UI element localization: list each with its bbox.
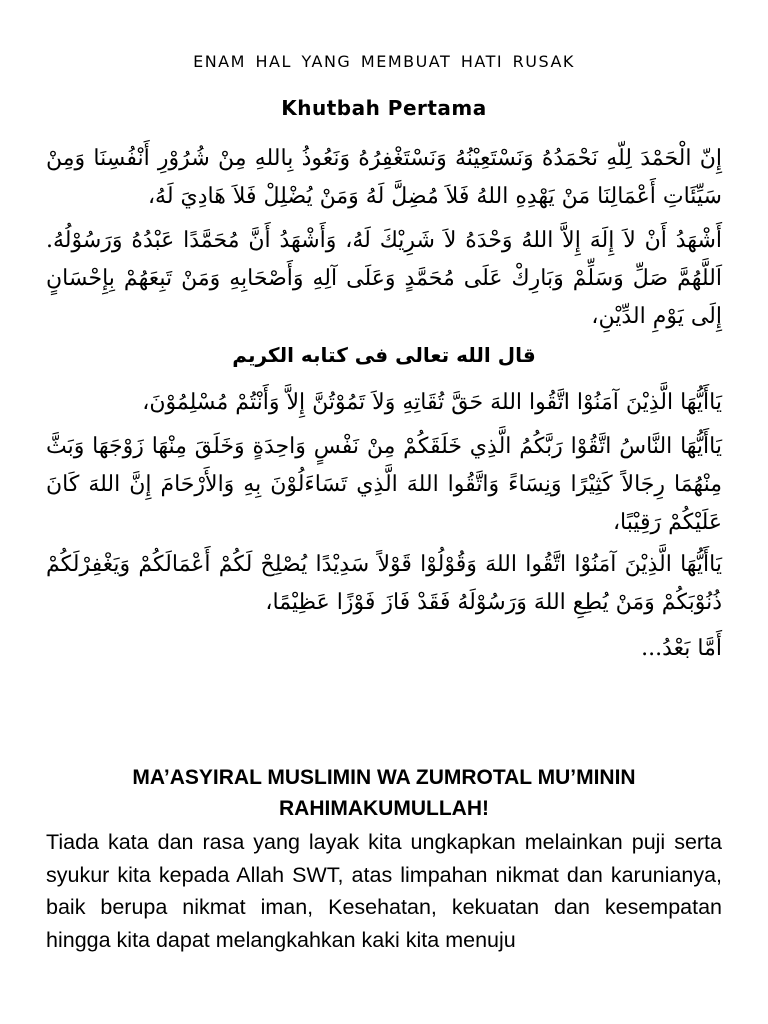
body-paragraph: Tiada kata dan rasa yang layak kita ungkapkan melainkan puji serta syukur kita kepada Allah SWT, atas limpahan nikmat dan karunianya, baik berupa nikmat iman, Kesehatan, kekuatan dan kesempatan hingga kita dapat melangkahkan kaki kita menuju <box>46 830 722 952</box>
amma-badu-line: أَمَّا بَعْدُ... <box>641 636 722 661</box>
arabic-opening-paragraph: إِنّ الْحَمْدَ لِلّهِ نَحْمَدُهُ وَنَسْتَعِيْنُهُ وَنَسْتَغْفِرُهُ وَنَعُوذُ بِاللهِ مِنْ شُرُوْرِ أَنْفُسِنَا وَمِنْ سَيِّئَاتِ أَعْمَالِنَا مَنْ يَهْدِهِ اللهُ فَلاَ مُضِلَّ لَهُ وَمَنْ يُضْلِلْ فَلاَ هَادِيَ لَهُ، <box>46 146 722 209</box>
document-title: ENAM HAL YANG MEMBUAT HATI RUSAK <box>193 52 575 71</box>
section-heading: MA’ASYIRAL MUSLIMIN WA ZUMROTAL MU’MININ RAHIMAKUMULLAH! <box>132 766 636 820</box>
section-subtitle: Khutbah Pertama <box>281 96 487 120</box>
quran-verse-2: يَاأَيُّهَا النَّاسُ اتَّقُوْا رَبَّكُمُ الَّذِي خَلَقَكُمْ مِنْ نَفْسٍ وَاحِدَةٍ وَخَلَقَ مِنْهَا زَوْجَهَا وَبَثَّ مِنْهُمَا رِجَالاً كَثِيْرًا وَنِسَاءً وَاتَّقُوا اللهَ الَّذِي تَسَاءَلُوْنَ بِهِ وَالأَرْحَامَ إِنَّ اللهَ كَانَ عَلَيْكُمْ رَقِيْبًا، <box>46 434 722 535</box>
arabic-shahada-paragraph: أَشْهَدُ أَنْ لاَ إِلَهَ إِلاَّ اللهُ وَحْدَهُ لاَ شَرِيْكَ لَهُ، وَأَشْهَدُ أَنَّ مُحَمَّدًا عَبْدُهُ وَرَسُوْلُهُ. اَللَّهُمَّ صَلِّ وَسَلِّمْ وَبَارِكْ عَلَى مُحَمَّدٍ وَعَلَى آلِهِ وَأَصْحَابِهِ وَمَنْ تَبِعَهُمْ بِإِحْسَانٍ إِلَى يَوْمِ الدِّيْنِ، <box>46 228 722 329</box>
quran-verse-3: يَاأَيُّهَا الَّذِيْنَ آمَنُوْا اتَّقُوا اللهَ وَقُوْلُوْا قَوْلاً سَدِيْدًا يُصْلِحْ لَكُمْ أَعْمَالَكُمْ وَيَغْفِرْلَكُمْ ذُنُوْبَكُمْ وَمَنْ يُطِعِ اللهَ وَرَسُوْلَهُ فَقَدْ فَازَ فَوْزًا عَظِيْمًا، <box>46 552 722 615</box>
quran-verse-1: يَاأَيُّهَا الَّذِيْنَ آمَنُوْا اتَّقُوا اللهَ حَقَّ تُقَاتِهِ وَلاَ تَمُوْتُنَّ إِلاَّ وَأَنْتُمْ مُسْلِمُوْنَ، <box>142 390 722 415</box>
quran-intro-line: قال الله تعالى فى كتابه الكريم <box>232 343 536 367</box>
